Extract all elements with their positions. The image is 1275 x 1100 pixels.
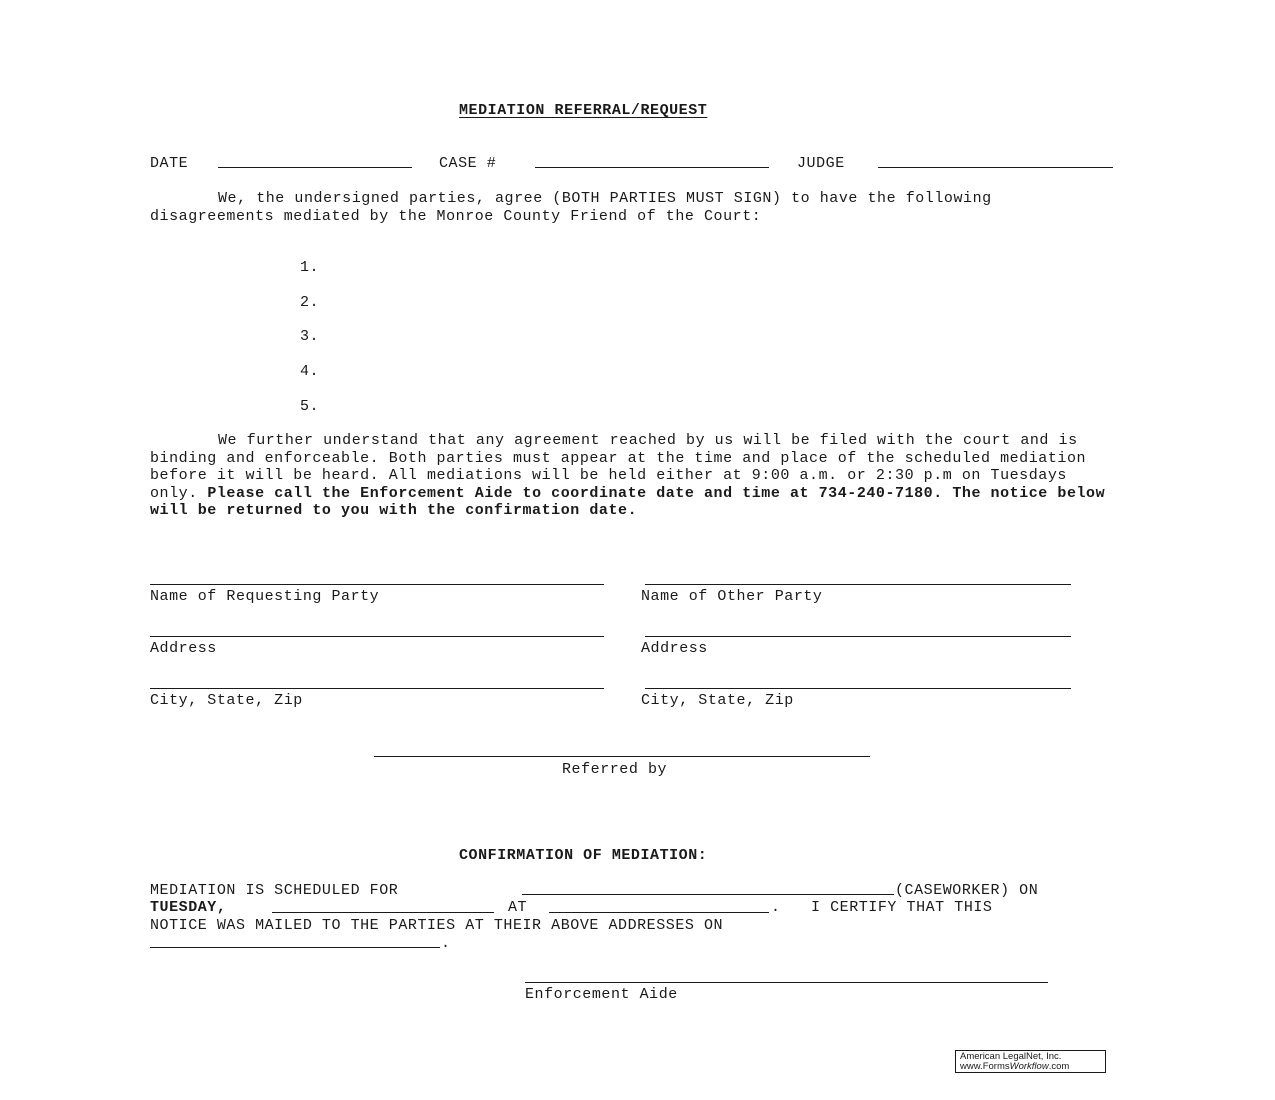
other-party-name-line[interactable] — [645, 584, 1071, 585]
certify-text: I CERTIFY THAT THIS — [811, 899, 993, 916]
requesting-party-city-line[interactable] — [150, 688, 604, 689]
requesting-party-name-line[interactable] — [150, 584, 604, 585]
requesting-party-address-line[interactable] — [150, 636, 604, 637]
date-input-line[interactable] — [218, 167, 412, 168]
time-input-line[interactable] — [549, 912, 769, 913]
form-title: MEDIATION REFERRAL/REQUEST — [459, 102, 708, 119]
other-party-name-label: Name of Other Party — [641, 588, 823, 605]
agreement-paragraph — [150, 432, 1118, 520]
requesting-party-address-label: Address — [150, 640, 217, 657]
other-party-address-line[interactable] — [645, 636, 1071, 637]
tuesday-date-input-line[interactable] — [272, 912, 494, 913]
period-mark: . — [441, 935, 451, 952]
logo-company-name: American LegalNet, Inc. — [960, 1051, 1062, 1062]
agreement-bold-text: Please call the Enforcement Aide to coordinate date and time at 734-240-7180. The notice below will be returned to you with the confirmation date. — [150, 484, 1106, 519]
disagreement-item: 5. — [300, 398, 320, 415]
intro-paragraph: We, the undersigned parties, agree (BOTH PARTIES MUST SIGN) to have the following disagreements mediated by the Monroe County Friend of the Court: — [150, 190, 992, 225]
disagreement-item: 1. — [300, 259, 320, 276]
tuesday-label: TUESDAY, — [150, 899, 227, 916]
other-party-address-label: Address — [641, 640, 708, 657]
case-label: CASE # — [439, 155, 497, 172]
logo-website: www.FormsWorkflow.com — [960, 1061, 1070, 1072]
referred-by-label: Referred by — [562, 761, 668, 778]
judge-label: JUDGE — [797, 155, 845, 172]
caseworker-input-line[interactable] — [522, 894, 894, 895]
referred-by-line[interactable] — [374, 756, 870, 757]
case-input-line[interactable] — [535, 167, 769, 168]
requesting-party-city-label: City, State, Zip — [150, 692, 303, 709]
american-legalnet-logo — [955, 1050, 1106, 1073]
period-mark: . — [771, 899, 781, 916]
other-party-city-line[interactable] — [645, 688, 1071, 689]
enforcement-aide-label: Enforcement Aide — [525, 986, 678, 1003]
mailed-notice-text: NOTICE WAS MAILED TO THE PARTIES AT THEIR ABOVE ADDRESSES ON — [150, 917, 724, 934]
at-label: AT — [508, 899, 528, 916]
mailed-date-input-line[interactable] — [150, 947, 440, 948]
agreement-normal-text: We further understand that any agreement reached by us will be filed with the court and is binding and enforceable. Both parties must appear at the time and place of the scheduled mediation before it will be heard. All mediations will be held either at 9:00 a.m. or 2:30 p.m on Tuesdays only. — [150, 432, 1087, 502]
other-party-city-label: City, State, Zip — [641, 692, 794, 709]
enforcement-aide-signature-line[interactable] — [525, 982, 1048, 983]
disagreement-item: 4. — [300, 363, 320, 380]
confirmation-title: CONFIRMATION OF MEDIATION: — [459, 847, 708, 864]
disagreement-item: 2. — [300, 294, 320, 311]
requesting-party-name-label: Name of Requesting Party — [150, 588, 380, 605]
disagreement-item: 3. — [300, 328, 320, 345]
judge-input-line[interactable] — [878, 167, 1113, 168]
scheduled-for-label: MEDIATION IS SCHEDULED FOR — [150, 882, 399, 899]
date-label: DATE — [150, 155, 189, 172]
caseworker-on-label: (CASEWORKER) ON — [895, 882, 1039, 899]
